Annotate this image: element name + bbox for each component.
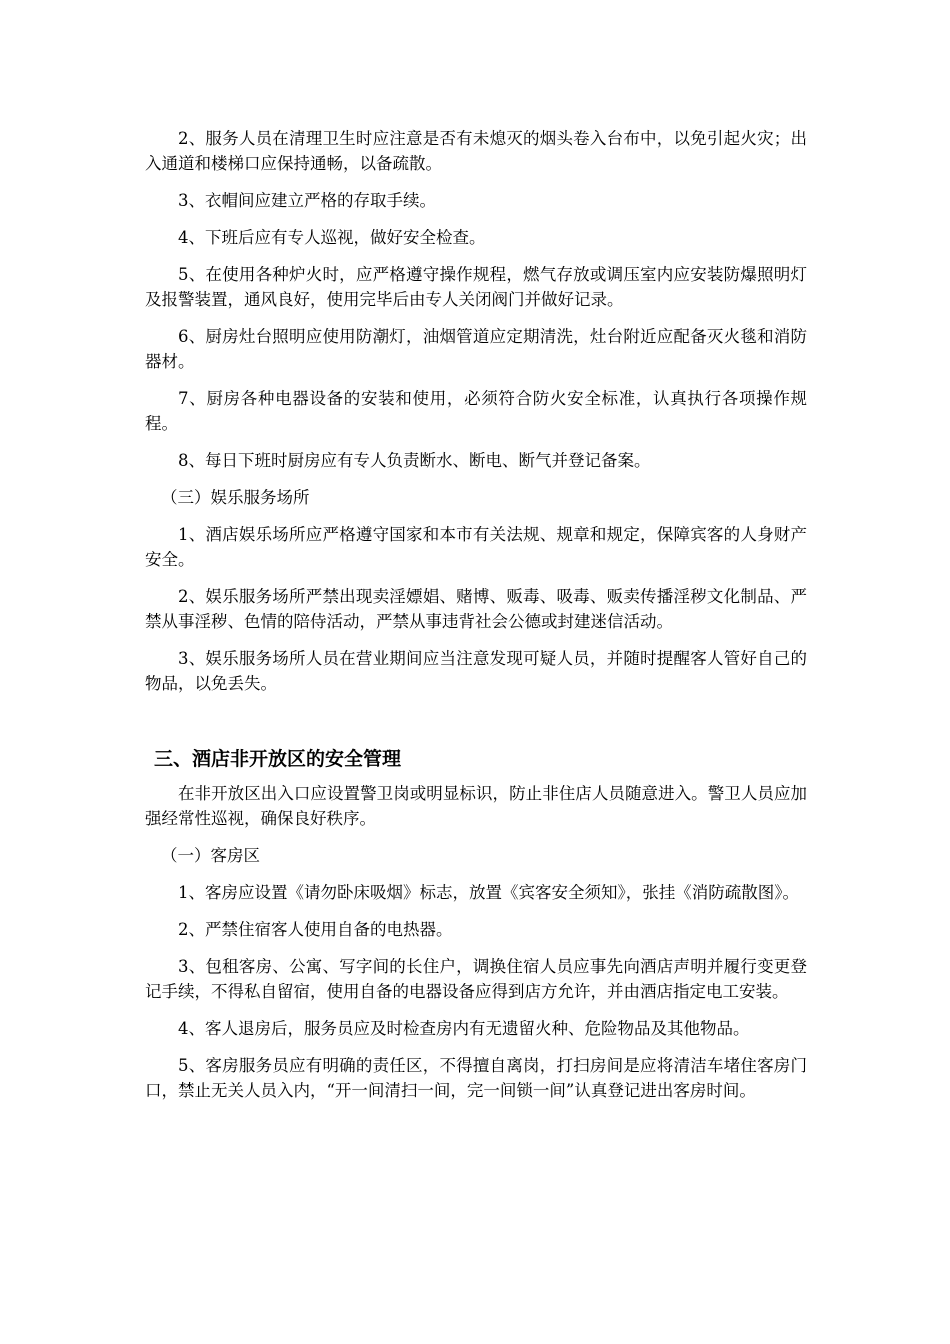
document-page	[145, 126, 807, 1103]
rooms-item-1: 1、客房应设置《请勿卧床吸烟》标志，放置《宾客安全须知》，张挂《消防疏散图》。	[178, 883, 799, 902]
paragraph-item-8: 8、每日下班时厨房应有专人负责断水、断电、断气并登记备案。	[178, 451, 651, 470]
section-heading: 三、酒店非开放区的安全管理	[154, 748, 402, 770]
rooms-item-3: 3、包租客房、公寓、写字间的长住户，调换住宿人员应事先向酒店声明并履行变更登记手续，不得私自留宿，使用自备的电器设备应得到店方允许，并由酒店指定电工安装。	[145, 957, 807, 1001]
rooms-item-2: 2、严禁住宿客人使用自备的电热器。	[178, 920, 453, 939]
subsection-title-rooms: （一）客房区	[161, 846, 260, 865]
entertainment-item-3: 3、娱乐服务场所人员在营业期间应当注意发现可疑人员，并随时提醒客人管好自己的物品，以免丢失。	[145, 649, 807, 693]
rooms-item-5: 5、客房服务员应有明确的责任区，不得擅自离岗，打扫房间是应将清洁车堵住客房门口，禁止无关人员入内，“开一间清扫一间，完一间锁一间”认真登记进出客房时间。	[145, 1056, 807, 1100]
subsection-title-entertainment: （三）娱乐服务场所	[161, 488, 310, 507]
paragraph-item-2: 2、服务人员在清理卫生时应注意是否有未熄灭的烟头卷入台布中，以免引起火灾；出入通道和楼梯口应保持通畅，以备疏散。	[145, 129, 807, 173]
paragraph-item-3: 3、衣帽间应建立严格的存取手续。	[178, 191, 436, 210]
section-intro: 在非开放区出入口应设置警卫岗或明显标识，防止非住店人员随意进入。警卫人员应加强经常性巡视，确保良好秩序。	[145, 784, 807, 828]
rooms-item-4: 4、客人退房后，服务员应及时检查房内有无遗留火种、危险物品及其他物品。	[178, 1019, 750, 1038]
paragraph-item-5: 5、在使用各种炉火时，应严格遵守操作规程，燃气存放或调压室内应安装防爆照明灯及报警装置，通风良好，使用完毕后由专人关闭阀门并做好记录。	[145, 265, 807, 309]
entertainment-item-2: 2、娱乐服务场所严禁出现卖淫嫖娼、赌博、贩毒、吸毒、贩卖传播淫秽文化制品、严禁从事淫秽、色情的陪侍活动，严禁从事违背社会公德或封建迷信活动。	[145, 587, 807, 631]
paragraph-item-7: 7、厨房各种电器设备的安装和使用，必须符合防火安全标准，认真执行各项操作规程。	[145, 389, 807, 433]
paragraph-item-4: 4、下班后应有专人巡视，做好安全检查。	[178, 228, 486, 247]
entertainment-item-1: 1、酒店娱乐场所应严格遵守国家和本市有关法规、规章和规定，保障宾客的人身财产安全。	[145, 525, 807, 569]
paragraph-item-6: 6、厨房灶台照明应使用防潮灯，油烟管道应定期清洗，灶台附近应配备灭火毯和消防器材。	[145, 327, 807, 371]
